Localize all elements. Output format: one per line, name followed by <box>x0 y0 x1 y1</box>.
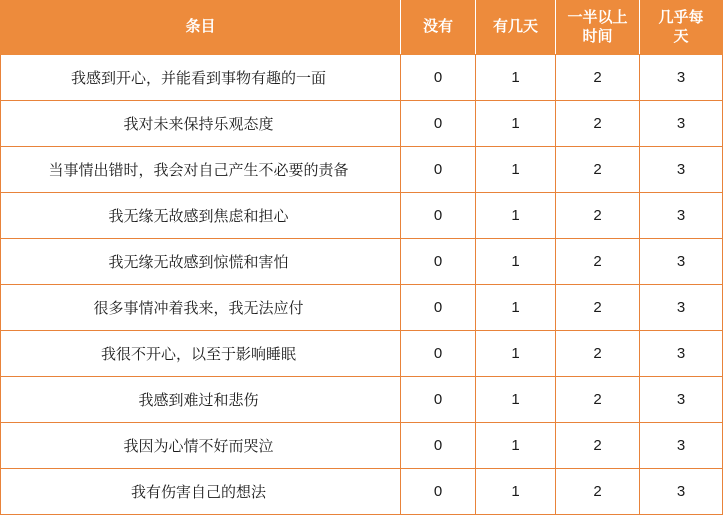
score-option-1[interactable]: 1 <box>476 423 556 469</box>
score-option-2[interactable]: 2 <box>556 147 640 193</box>
table-row <box>1 55 723 101</box>
item-text: 很多事情冲着我来，我无法应付 <box>1 285 401 331</box>
table-row <box>1 377 723 423</box>
column-header-option-0 <box>401 1 476 55</box>
score-option-0[interactable]: 0 <box>401 55 476 101</box>
score-option-2[interactable]: 2 <box>556 331 640 377</box>
score-option-0[interactable]: 0 <box>401 331 476 377</box>
table-row <box>1 285 723 331</box>
table-row <box>1 239 723 285</box>
header-row <box>1 1 723 55</box>
score-option-2[interactable]: 2 <box>556 423 640 469</box>
score-option-1[interactable]: 1 <box>476 55 556 101</box>
table-row <box>1 147 723 193</box>
column-header-option-3 <box>640 1 723 55</box>
score-option-2[interactable]: 2 <box>556 193 640 239</box>
table-row <box>1 469 723 515</box>
table-row <box>1 193 723 239</box>
score-option-1[interactable]: 1 <box>476 193 556 239</box>
score-option-1[interactable]: 1 <box>476 377 556 423</box>
item-text: 我无缘无故感到焦虑和担心 <box>1 193 401 239</box>
column-header-option-2-line-2: 时间 <box>582 27 613 45</box>
column-header-option-1 <box>476 1 556 55</box>
score-option-3[interactable]: 3 <box>640 193 723 239</box>
score-option-0[interactable]: 0 <box>401 147 476 193</box>
score-option-2[interactable]: 2 <box>556 377 640 423</box>
score-option-3[interactable]: 3 <box>640 331 723 377</box>
item-text: 我因为心情不好而哭泣 <box>1 423 401 469</box>
score-option-3[interactable]: 3 <box>640 377 723 423</box>
item-text: 我很不开心，以至于影响睡眠 <box>1 331 401 377</box>
item-text: 我感到难过和悲伤 <box>1 377 401 423</box>
score-option-2[interactable]: 2 <box>556 285 640 331</box>
score-option-0[interactable]: 0 <box>401 423 476 469</box>
table-row <box>1 423 723 469</box>
score-option-3[interactable]: 3 <box>640 147 723 193</box>
score-option-0[interactable]: 0 <box>401 239 476 285</box>
score-option-2[interactable]: 2 <box>556 239 640 285</box>
score-option-1[interactable]: 1 <box>476 239 556 285</box>
item-text: 我无缘无故感到惊慌和害怕 <box>1 239 401 285</box>
score-option-0[interactable]: 0 <box>401 469 476 515</box>
score-option-1[interactable]: 1 <box>476 331 556 377</box>
score-option-1[interactable]: 1 <box>476 101 556 147</box>
score-option-0[interactable]: 0 <box>401 101 476 147</box>
table-row <box>1 101 723 147</box>
table-header <box>1 1 723 55</box>
column-header-option-2 <box>556 1 640 55</box>
score-option-1[interactable]: 1 <box>476 285 556 331</box>
score-option-2[interactable]: 2 <box>556 55 640 101</box>
column-header-option-2-line-1: 一半以上 <box>567 8 628 26</box>
item-text: 我对未来保持乐观态度 <box>1 101 401 147</box>
score-option-3[interactable]: 3 <box>640 239 723 285</box>
column-header-item: 条目 <box>1 1 401 55</box>
score-option-1[interactable]: 1 <box>476 147 556 193</box>
score-option-2[interactable]: 2 <box>556 469 640 515</box>
column-header-option-3-line-1: 几乎每 <box>658 8 704 26</box>
score-option-0[interactable]: 0 <box>401 377 476 423</box>
score-option-3[interactable]: 3 <box>640 285 723 331</box>
item-text: 我有伤害自己的想法 <box>1 469 401 515</box>
table-row <box>1 331 723 377</box>
score-option-3[interactable]: 3 <box>640 55 723 101</box>
table-body <box>1 55 723 515</box>
item-text: 我感到开心，并能看到事物有趣的一面 <box>1 55 401 101</box>
column-header-option-0-line-1: 没有 <box>422 18 453 36</box>
score-option-0[interactable]: 0 <box>401 193 476 239</box>
score-option-1[interactable]: 1 <box>476 469 556 515</box>
score-option-0[interactable]: 0 <box>401 285 476 331</box>
column-header-option-1-line-1: 有几天 <box>492 18 538 36</box>
score-option-3[interactable]: 3 <box>640 469 723 515</box>
score-option-2[interactable]: 2 <box>556 101 640 147</box>
score-option-3[interactable]: 3 <box>640 101 723 147</box>
column-header-option-3-line-2: 天 <box>673 27 689 45</box>
item-text: 当事情出错时，我会对自己产生不必要的责备 <box>1 147 401 193</box>
score-option-3[interactable]: 3 <box>640 423 723 469</box>
